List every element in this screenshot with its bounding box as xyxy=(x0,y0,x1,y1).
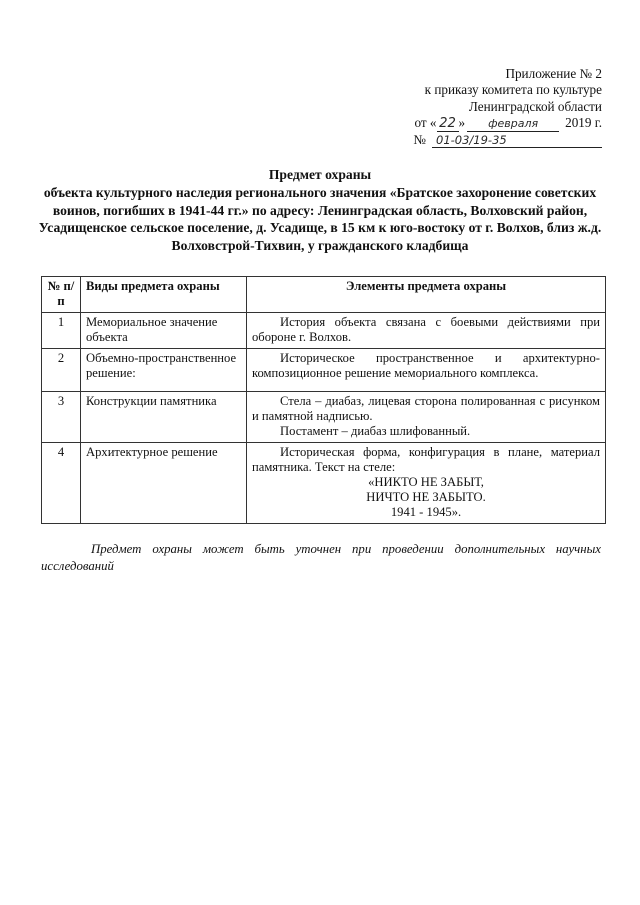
document-title xyxy=(20,166,620,254)
element-text: Постамент – диабаз шлифованный. xyxy=(280,424,471,438)
row-type: Конструкции памятника xyxy=(81,392,247,443)
order-number-line xyxy=(342,132,602,148)
row-elements xyxy=(247,443,606,524)
row-num: 1 xyxy=(42,313,81,349)
element-text: Историческая форма, конфигурация в плане, материал памятника. Текст на стеле: xyxy=(252,445,600,474)
appendix-header xyxy=(342,66,602,148)
row-elements xyxy=(247,313,606,349)
title-heading: Предмет охраны xyxy=(268,167,372,182)
protection-subject-table xyxy=(41,276,606,524)
title-subject: объекта культурного наследия регионального значения «Братское захоронение советских воинов, погибших в 1941-44 гг.» по адресу: Ленинградская область, Волховский район, Усадищенское сельское поселение, д. Усадище, в 15 км к юго-востоку от г. Волхов, близ ж.д. Волховстрой-Тихвин, у гражданского кладбища xyxy=(38,185,602,253)
footnote-text: Предмет охраны может быть уточнен при проведении дополнительных научных исследований xyxy=(41,542,601,573)
element-text: Историческое пространственное и архитектурно-композиционное решение мемориального комплекса. xyxy=(252,351,600,380)
date-close-quote: » xyxy=(458,115,466,131)
table-row xyxy=(42,443,606,524)
order-date-line xyxy=(342,115,602,131)
number-prefix: № xyxy=(413,131,426,147)
inscription-line: «НИКТО НЕ ЗАБЫТ, xyxy=(368,475,484,489)
element-text: История объекта связана с боевыми действиями при обороне г. Волхов. xyxy=(252,315,600,344)
table-row xyxy=(42,349,606,392)
row-type: Архитектурное решение xyxy=(81,443,247,524)
inscription-line: 1941 - 1945». xyxy=(390,505,462,519)
row-type: Объемно-пространственное решение: xyxy=(81,349,247,392)
row-type: Мемориальное значение объекта xyxy=(81,313,247,349)
date-month: февраля xyxy=(467,117,559,132)
footnote xyxy=(41,541,601,575)
row-elements xyxy=(247,392,606,443)
header-num: № п/п xyxy=(42,277,81,313)
appendix-line-3: Ленинградской области xyxy=(468,98,602,114)
element-text: Стела – диабаз, лицевая сторона полированная с рисунком и памятной надписью. xyxy=(252,394,600,423)
row-elements xyxy=(247,349,606,392)
table-row xyxy=(42,313,606,349)
table-row xyxy=(42,392,606,443)
date-prefix: от « xyxy=(414,115,437,131)
row-num: 2 xyxy=(42,349,81,392)
date-year: 2019 г. xyxy=(565,115,602,131)
row-num: 3 xyxy=(42,392,81,443)
header-elements: Элементы предмета охраны xyxy=(247,277,606,313)
date-day: 22 xyxy=(437,117,459,132)
header-type: Виды предмета охраны xyxy=(81,277,247,313)
appendix-line-2: к приказу комитета по культуре xyxy=(424,82,602,98)
order-number: 01-03/19-35 xyxy=(432,133,602,148)
appendix-line-1: Приложение № 2 xyxy=(505,66,602,81)
row-num: 4 xyxy=(42,443,81,524)
table-header-row xyxy=(42,277,606,313)
inscription-line: НИЧТО НЕ ЗАБЫТО. xyxy=(366,490,486,504)
